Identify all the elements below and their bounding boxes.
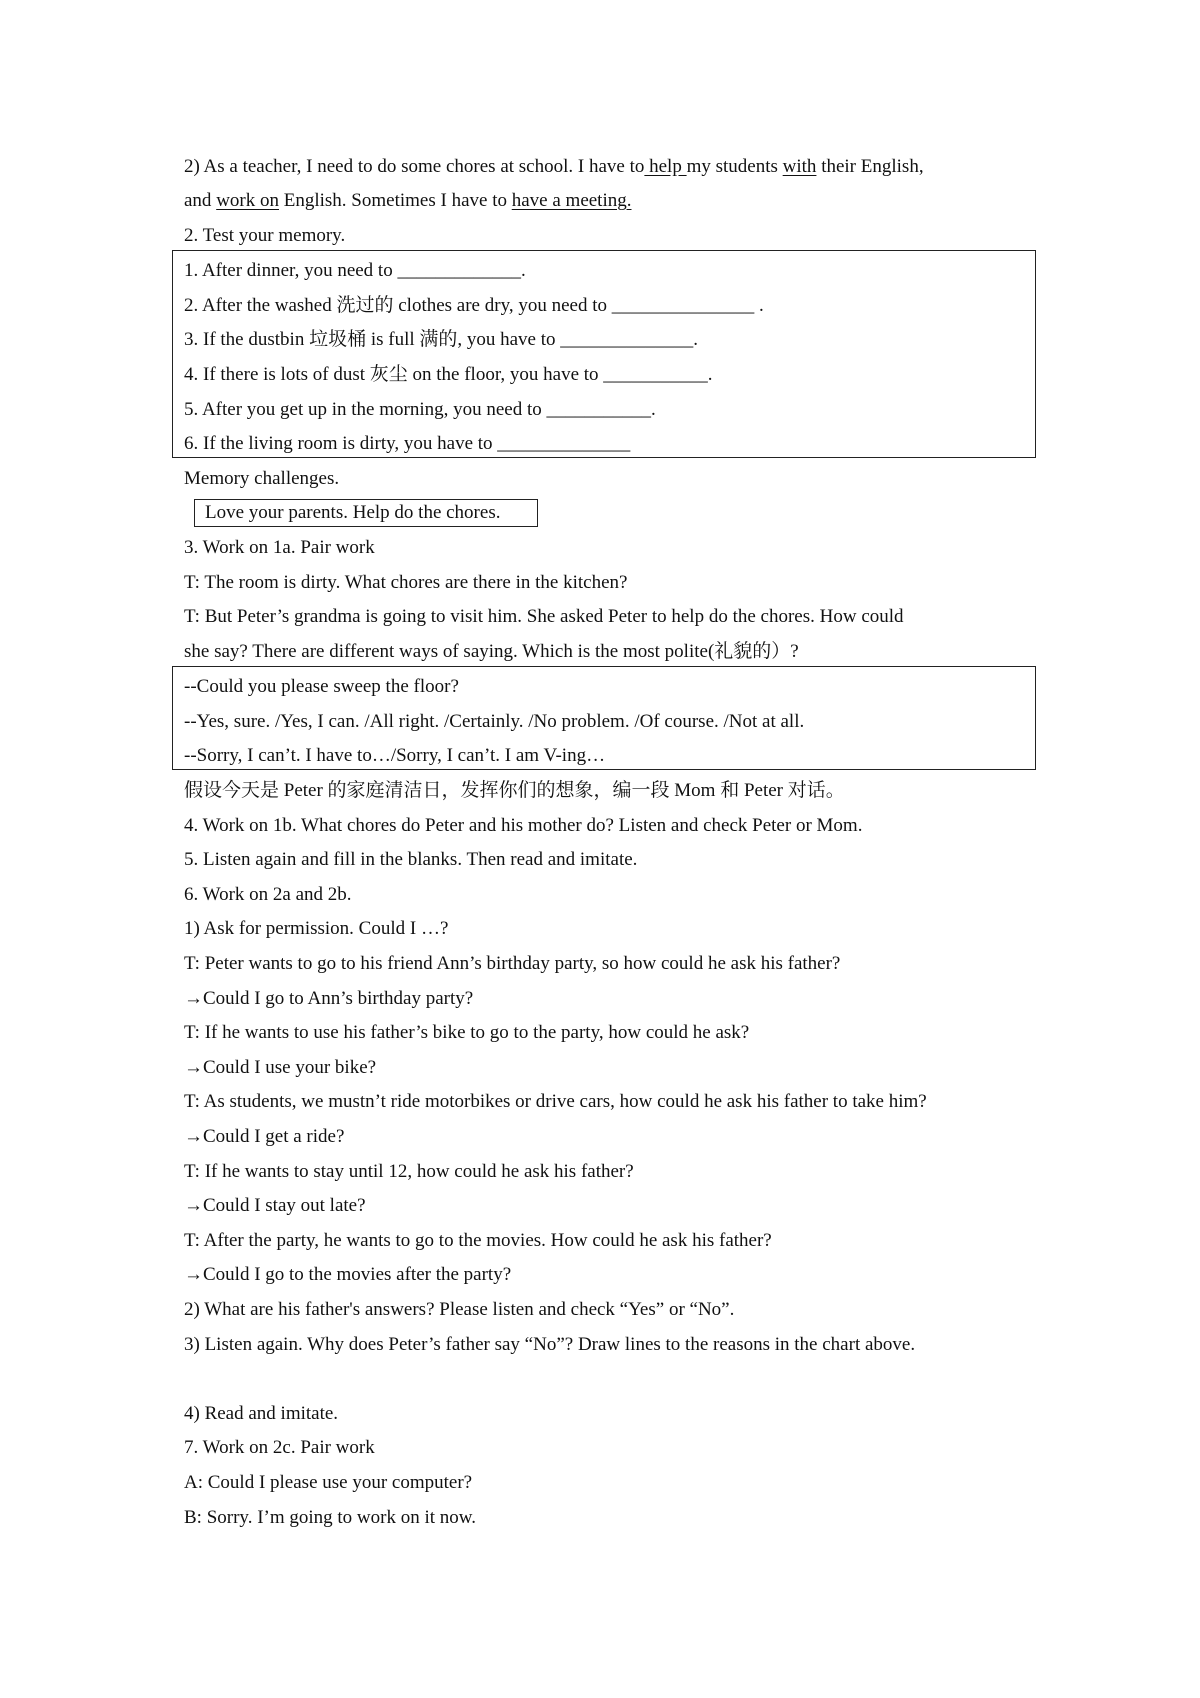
- work-1b-line: 4. Work on 1b. What chores do Peter and his mother do? Listen and check Peter or Mom.: [184, 815, 863, 836]
- teacher-bike-question: T: If he wants to use his father’s bike to go to the party, how could he ask?: [184, 1022, 750, 1043]
- teacher-grandma-line1: T: But Peter’s grandma is going to visit him. She asked Peter to help do the chores. How could: [184, 606, 904, 627]
- listen-again-reasons-line: 3) Listen again. Why does Peter’s father say “No”? Draw lines to the reasons in the chart above.: [184, 1334, 916, 1355]
- answer-use-bike: →Could I use your bike?: [184, 1057, 377, 1078]
- teacher-movies-question: T: After the party, he wants to go to the movies. How could he ask his father?: [184, 1230, 772, 1251]
- paragraph-teacher-chores-line1: [184, 156, 924, 178]
- father-answers-line: 2) What are his father's answers? Please listen and check “Yes” or “No”.: [184, 1299, 735, 1320]
- chinese-task-line: 假设今天是 Peter 的家庭清洁日，发挥你们的想象，编一段 Mom 和 Peter 对话。: [184, 780, 845, 801]
- paragraph-teacher-chores-line2: [184, 190, 632, 212]
- underlined-have-a-meeting: have a meeting.: [511, 190, 632, 211]
- memory-challenges-heading: Memory challenges.: [184, 468, 340, 489]
- test-memory-title: 2. Test your memory.: [184, 225, 346, 246]
- teacher-grandma-line2: she say? There are different ways of saying. Which is the most polite(礼貌的）?: [184, 641, 799, 662]
- dialogue-b-line: B: Sorry. I’m going to work on it now.: [184, 1507, 477, 1528]
- text-segment: their English,: [816, 156, 924, 177]
- text-segment: English. Sometimes I have to: [279, 190, 512, 211]
- underlined-work-on: work on: [216, 190, 279, 211]
- work-2c-heading: 7. Work on 2c. Pair work: [184, 1437, 375, 1458]
- teacher-birthday-question: T: Peter wants to go to his friend Ann’s birthday party, so how could he ask his father?: [184, 953, 841, 974]
- text-segment: 2) As a teacher, I need to do some chores at school. I have to: [184, 156, 645, 177]
- answer-birthday-party: →Could I go to Ann’s birthday party?: [184, 988, 474, 1009]
- polite-line-2: --Yes, sure. /Yes, I can. /All right. /Certainly. /No problem. /Of course. /Not at all.: [184, 711, 805, 732]
- memory-item-4: 4. If there is lots of dust 灰尘 on the floor, you have to ___________.: [184, 364, 713, 385]
- ask-permission-line: 1) Ask for permission. Could I …?: [184, 918, 449, 939]
- memory-item-1: 1. After dinner, you need to _____________.: [184, 260, 526, 281]
- underlined-with: with: [782, 156, 817, 177]
- teacher-room-question: T: The room is dirty. What chores are there in the kitchen?: [184, 572, 628, 593]
- work-2a-2b-heading: 6. Work on 2a and 2b.: [184, 884, 352, 905]
- read-imitate-line: 4) Read and imitate.: [184, 1403, 339, 1424]
- teacher-ride-question: T: As students, we mustn’t ride motorbikes or drive cars, how could he ask his father to take him?: [184, 1091, 927, 1112]
- polite-line-3: --Sorry, I can’t. I have to…/Sorry, I can’t. I am V-ing…: [184, 745, 606, 766]
- answer-get-ride: →Could I get a ride?: [184, 1126, 345, 1147]
- text-segment: my students: [686, 156, 783, 177]
- memory-item-5: 5. After you get up in the morning, you need to ___________.: [184, 399, 656, 420]
- love-parents-text: Love your parents. Help do the chores.: [205, 502, 501, 523]
- answer-movies: →Could I go to the movies after the party?: [184, 1264, 512, 1285]
- memory-item-6: 6. If the living room is dirty, you have to ______________: [184, 433, 631, 454]
- text-segment: and: [184, 190, 217, 211]
- underlined-help: help: [644, 156, 687, 177]
- work-1a-heading: 3. Work on 1a. Pair work: [184, 537, 375, 558]
- teacher-stay-question: T: If he wants to stay until 12, how could he ask his father?: [184, 1161, 634, 1182]
- memory-item-3: 3. If the dustbin 垃圾桶 is full 满的, you have to ______________.: [184, 329, 699, 350]
- polite-line-1: --Could you please sweep the floor?: [184, 676, 459, 697]
- dialogue-a-line: A: Could I please use your computer?: [184, 1472, 473, 1493]
- memory-item-2: 2. After the washed 洗过的 clothes are dry, you need to _______________ .: [184, 295, 764, 316]
- answer-stay-late: →Could I stay out late?: [184, 1195, 366, 1216]
- listen-again-line: 5. Listen again and fill in the blanks. Then read and imitate.: [184, 849, 638, 870]
